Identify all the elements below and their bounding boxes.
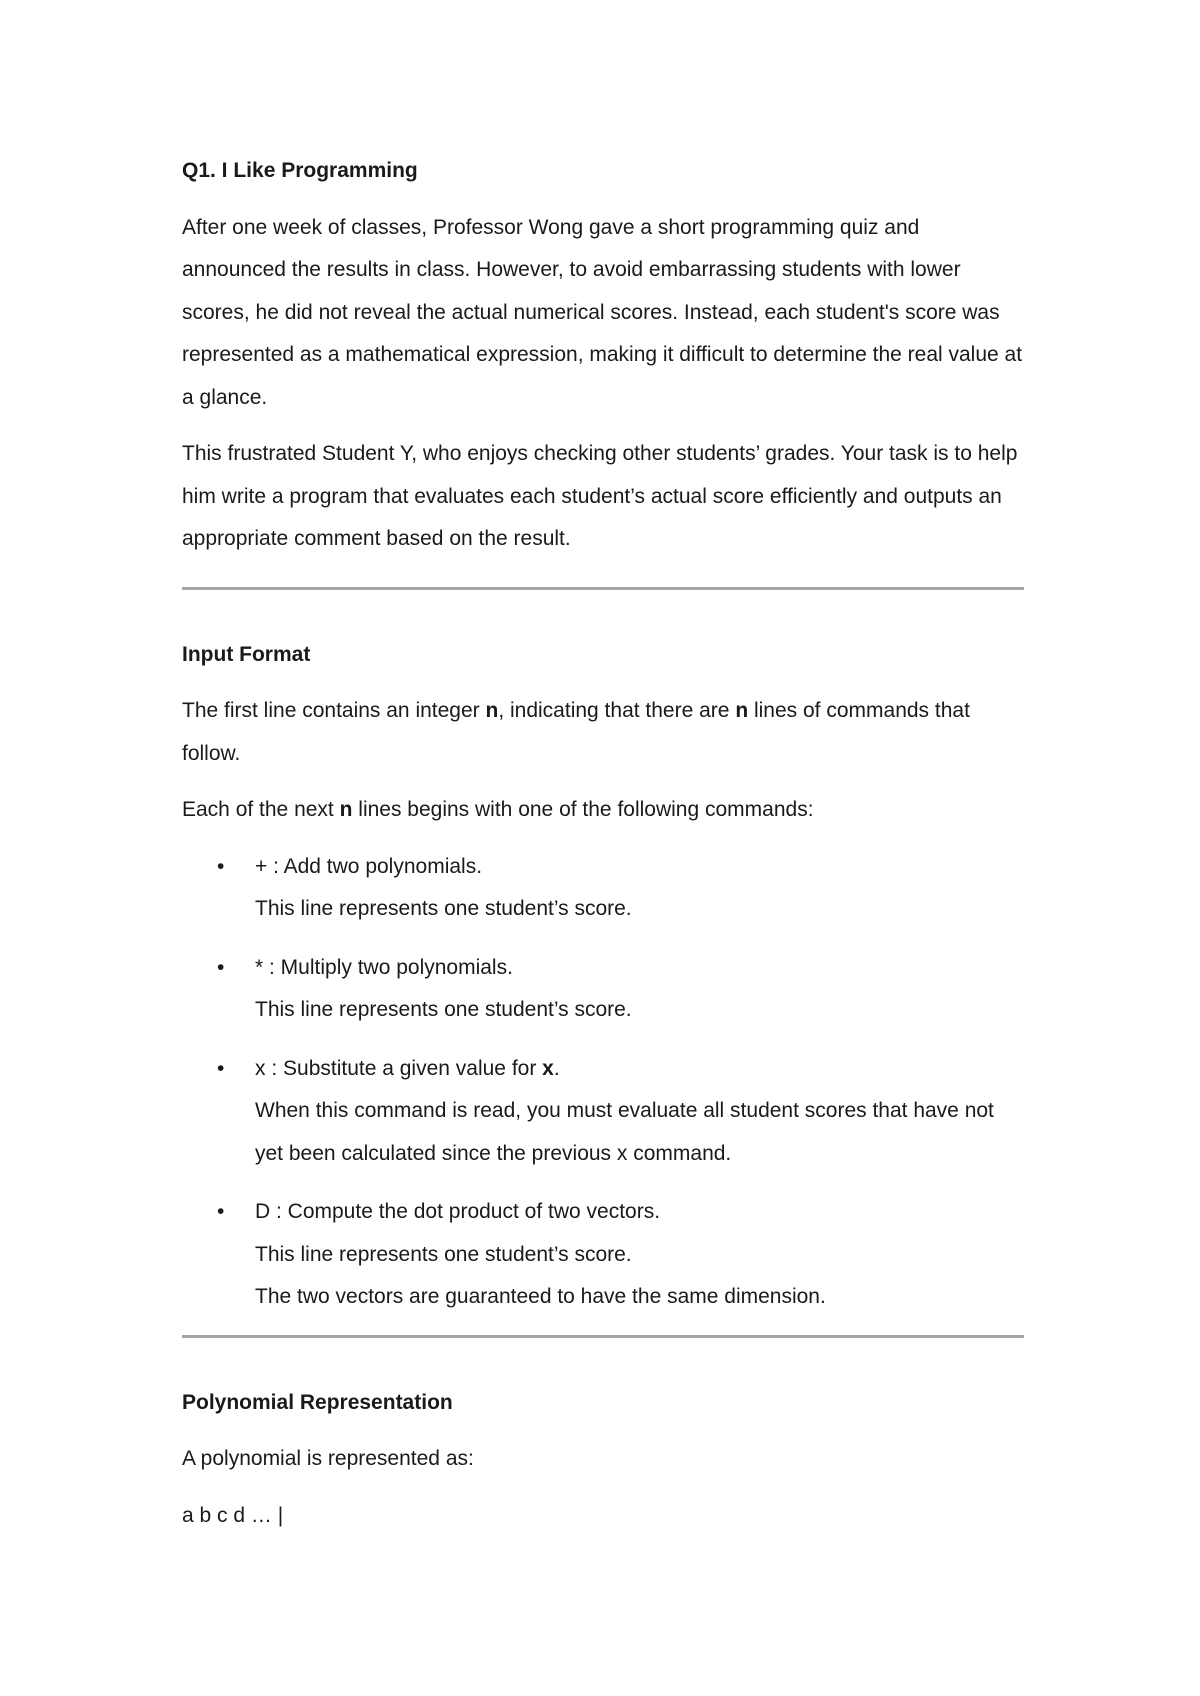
command-item-multiply bbox=[182, 947, 1024, 1032]
text-fragment: The first line contains an integer bbox=[182, 699, 486, 722]
variable-x: x bbox=[542, 1056, 554, 1080]
text-fragment: x : Substitute a given value for bbox=[255, 1056, 543, 1080]
section-divider-1 bbox=[182, 587, 1024, 590]
polynomial-format: a b c d … | bbox=[182, 1503, 284, 1527]
command-list bbox=[182, 846, 1024, 1319]
question-title: Q1. I Like Programming bbox=[182, 159, 418, 182]
intro-paragraph-2: This frustrated Student Y, who enjoys checking other students’ grades. Your task is to help him write a program that evaluates each student’s actual score efficiently and outputs an appropriate comment based on the result. bbox=[182, 442, 1018, 550]
command-note: This line represents one student’s score. bbox=[255, 897, 632, 920]
intro-paragraph-1: After one week of classes, Professor Wong gave a short programming quiz and announced the results in class. However, to avoid embarrassing students with lower scores, he did not reveal the actual numerical scores. Instead, each student's score was represented as a mathematical expression, making it difficult to determine the real value at a glance. bbox=[182, 215, 1023, 409]
text-fragment: Each of the next bbox=[182, 798, 340, 821]
command-item-dot-product bbox=[182, 1191, 1024, 1319]
command-description bbox=[255, 1048, 1024, 1091]
command-note: This line represents one student’s score. bbox=[255, 1242, 632, 1266]
command-note: When this command is read, you must evaluate all student scores that have not yet been calculated since the previous x command. bbox=[255, 1099, 994, 1165]
command-item-add bbox=[182, 846, 1024, 931]
section-divider-2 bbox=[182, 1335, 1024, 1338]
bullet-icon: • bbox=[217, 1056, 225, 1080]
command-note: The two vectors are guaranteed to have the same dimension. bbox=[255, 1285, 826, 1308]
command-item-substitute bbox=[182, 1048, 1024, 1176]
command-description: + : Add two polynomials. bbox=[255, 854, 483, 878]
variable-n: n bbox=[485, 699, 499, 722]
input-format-heading: Input Format bbox=[182, 642, 311, 666]
command-note: This line represents one student’s score. bbox=[255, 998, 632, 1021]
command-description: * : Multiply two polynomials. bbox=[255, 955, 513, 979]
bullet-icon: • bbox=[217, 854, 225, 878]
text-fragment: . bbox=[553, 1056, 560, 1080]
input-format-paragraph-1 bbox=[182, 690, 1024, 775]
polynomial-heading: Polynomial Representation bbox=[182, 1390, 453, 1414]
text-fragment: lines begins with one of the following commands: bbox=[352, 798, 814, 821]
text-fragment: lines of commands that follow. bbox=[182, 699, 970, 765]
input-format-paragraph-2 bbox=[182, 789, 1024, 832]
text-fragment: , indicating that there are bbox=[498, 699, 736, 722]
bullet-icon: • bbox=[217, 1200, 225, 1223]
document-page bbox=[182, 150, 1024, 1551]
variable-n: n bbox=[735, 699, 749, 722]
bullet-icon: • bbox=[217, 955, 225, 979]
command-description: D : Compute the dot product of two vectors. bbox=[255, 1200, 661, 1223]
variable-n: n bbox=[339, 798, 353, 821]
polynomial-paragraph: A polynomial is represented as: bbox=[182, 1447, 474, 1470]
